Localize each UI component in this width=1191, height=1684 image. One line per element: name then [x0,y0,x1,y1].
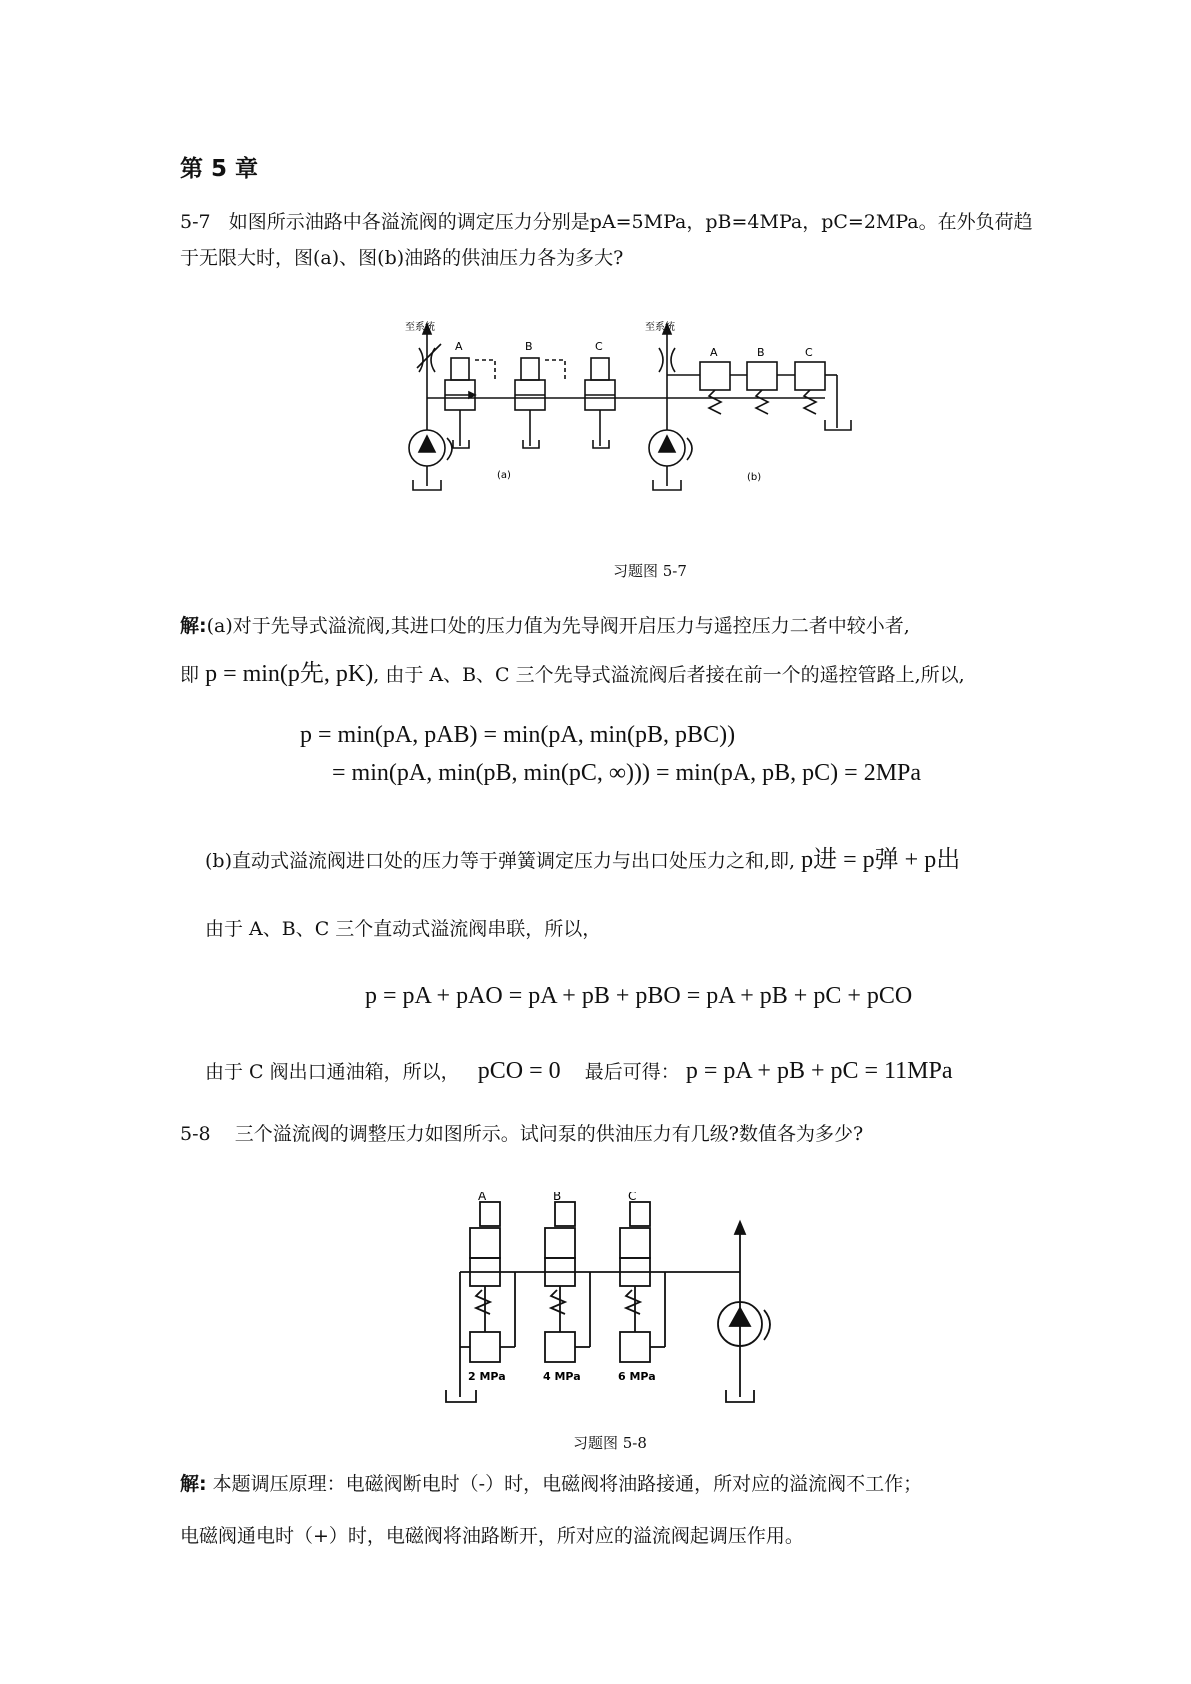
sol57-b-text3: 由于 C 阀出口通油箱，所以， [205,1061,460,1083]
fig57b-valve-b: B [757,346,765,359]
figure-5-7 [385,320,905,520]
sol57-a-pre: 即 [180,664,200,686]
fig57a-to-system: 至系统 [405,322,435,333]
sol57-b-formula: p进 = p弹 + p出 [801,847,961,873]
sol57-b-text1: (b)直动式溢流阀进口处的压力等于弹簧调定压力与出口处压力之和,即, [205,850,796,872]
fig58-pressure-2: 2 MPa [468,1370,506,1383]
fig58-pressure-6: 6 MPa [618,1370,656,1383]
q57-number: 5-7 [180,211,211,233]
q57-line1 [180,208,1033,236]
fig57-sub-a: (a) [497,470,511,481]
fig57b-valve-a: A [710,346,718,359]
fig57-sub-b: (b) [747,472,762,483]
sol58-line1 [180,1470,922,1498]
caption-5-8: 习题图 5-8 [573,1434,647,1452]
sol57-line1 [180,612,910,640]
eq-a-line2: = min(pA, min(pB, min(pC, ∞))) = min(pA, pB, pC) = 2MPa [332,760,922,786]
fig58-pressure-4: 4 MPa [543,1370,581,1383]
sol57-b-pco: pCO = 0 [477,1058,561,1084]
q58-number: 5-8 [180,1123,211,1145]
fig57b-valve-c: C [805,346,813,359]
sol57-b-result: p = pA + pB + pC = 11MPa [685,1058,953,1084]
sol57-formula-min: p = min(p先, pK) [205,661,374,687]
q58-text: 三个溢流阀的调整压力如图所示。试问泵的供油压力有几级?数值各为多少? [234,1123,864,1145]
fig57a-valve-c: C [595,340,603,353]
sol58-line2: 电磁阀通电时（+）时，电磁阀将油路断开，所对应的溢流阀起调压作用。 [180,1525,804,1547]
fig58-valve-a: A [478,1192,487,1203]
sol58-text1: 本题调压原理：电磁阀断电时（-）时，电磁阀将油路接通，所对应的溢流阀不工作； [212,1473,923,1495]
sol57-a-text1: (a)对于先导式溢流阀,其进口处的压力值为先导阀开启压力与遥控压力二者中较小者, [206,615,910,637]
fig57b-to-system: 至系统 [645,322,675,333]
sol57-b-line1 [205,846,960,875]
fig57a-valve-b: B [525,340,533,353]
sol57-line2 [180,660,965,689]
fig58-valve-c: C [628,1192,637,1203]
sol57-b-mid: 最后可得： [584,1061,680,1083]
caption-5-7: 习题图 5-7 [613,562,687,580]
figure-5-8 [440,1192,800,1412]
sol58-label: 解: [180,1473,207,1495]
sol57-a-post: , 由于 A、B、C 三个先导式溢流阀后者接在前一个的遥控管路上,所以, [373,664,965,686]
chapter-title: 第 5 章 [180,156,259,182]
q58-line [180,1120,863,1148]
sol57-label: 解: [180,615,207,637]
eq-a-line1: p = min(pA, pAB) = min(pA, min(pB, pBC)) [300,722,736,748]
eq-b: p = pA + pAO = pA + pB + pBO = pA + pB + pC + pCO [365,983,913,1009]
sol57-b-line3 [205,1057,952,1086]
q57-line2: 于无限大时，图(a)、图(b)油路的供油压力各为多大? [180,247,624,269]
sol57-b-line2: 由于 A、B、C 三个直动式溢流阀串联，所以， [205,918,602,940]
fig57a-valve-a: A [455,340,463,353]
fig58-valve-b: B [553,1192,562,1203]
q57-values: pA=5MPa，pB=4MPa，pC=2MPa。在外负荷趋 [589,211,1033,233]
q57-text: 如图所示油路中各溢流阀的调定压力分别是 [228,211,590,233]
